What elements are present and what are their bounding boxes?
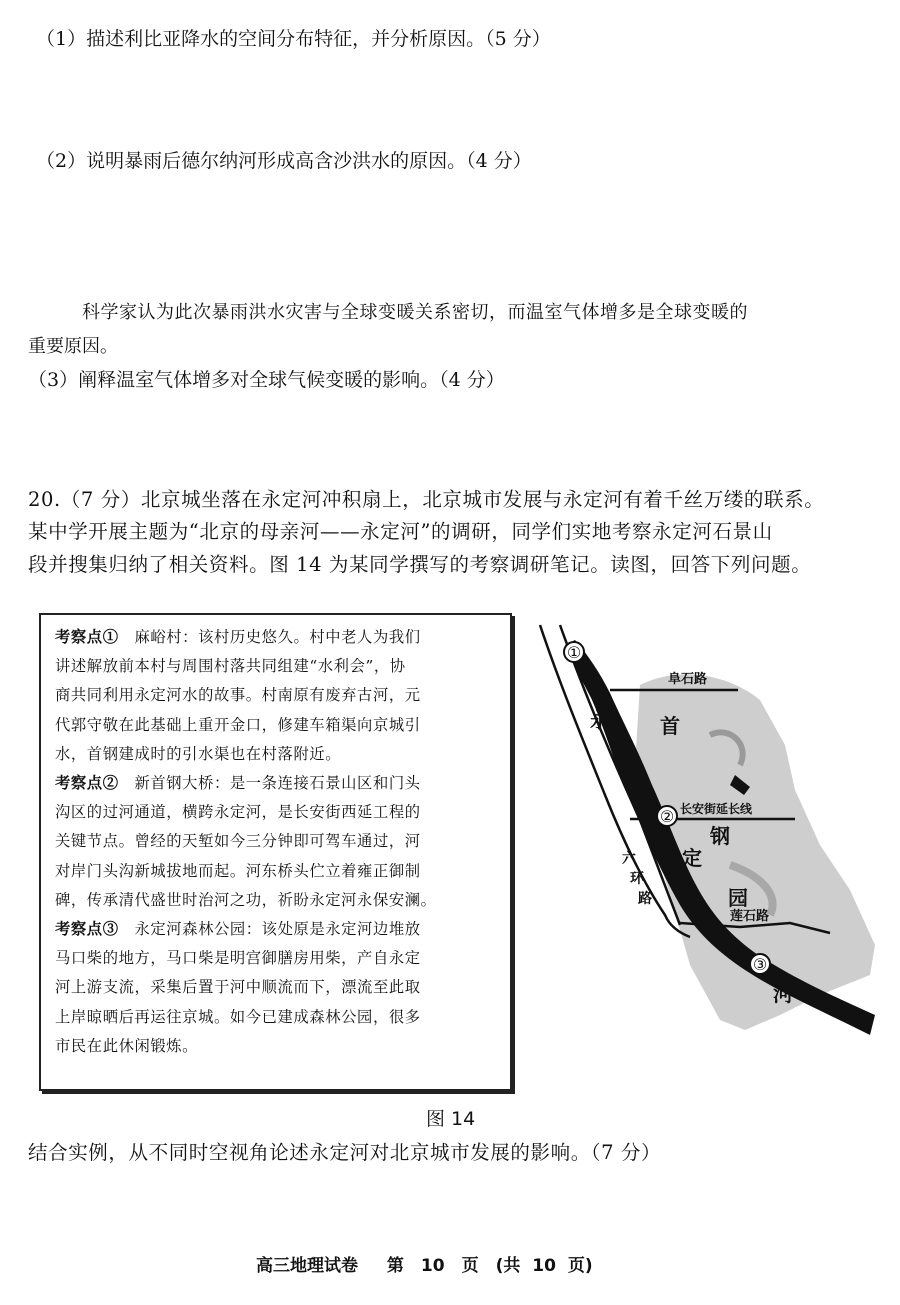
- note-line: 考察点① 麻峪村：该村历史悠久。村中老人为我们: [55, 628, 421, 646]
- area-label: 定: [682, 846, 702, 870]
- survey-point-2-label: ②: [659, 807, 675, 826]
- intro-line-1: 科学家认为此次暴雨洪水灾害与全球变暖关系密切，而温室气体增多是全球变暖的: [82, 302, 748, 323]
- note-line: 水，首钢建成时的引水渠也在村落附近。: [55, 744, 342, 763]
- note-line: 代郭守敬在此基础上重开金口，修建车箱渠向京城引: [55, 715, 421, 734]
- note-label: 考察点①: [55, 628, 119, 646]
- sixth-ring-label: 环: [630, 871, 644, 887]
- note-label: 考察点②: [55, 774, 119, 793]
- note-line: 沟区的过河通道，横跨永定河，是长安街西延工程的: [55, 803, 421, 822]
- note-line: 市民在此休闲锻炼。: [55, 1036, 199, 1055]
- note-line: 商共同利用永定河水的故事。村南原有废弃古河，元: [55, 686, 421, 705]
- field-notes-box: [39, 613, 512, 1091]
- note-line: 碑，传承清代盛世时治河之功，祈盼永定河永保安澜。: [55, 890, 437, 909]
- question-20-line-2: 某中学开展主题为“北京的母亲河——永定河”的调研，同学们实地考察永定河石景山: [28, 520, 773, 543]
- intro-line-2: 重要原因。: [28, 336, 118, 357]
- question-20-line-1: 20.（7 分）北京城坐落在永定河冲积扇上，北京城市发展与永定河有着千丝万缕的联系。: [28, 488, 825, 511]
- question-3: （3）阐释温室气体增多对全球气候变暖的影响。（4 分）: [28, 369, 505, 391]
- note-line: 对岸门头沟新城拔地而起。河东桥头伫立着雍正御制: [55, 861, 421, 880]
- note-label: 考察点③: [55, 920, 119, 939]
- survey-point-1-label: ①: [566, 643, 582, 662]
- fushi-road-label: 阜石路: [668, 672, 708, 687]
- area-label: 园: [728, 886, 748, 910]
- area-label: 首: [660, 714, 680, 738]
- river-label: 永: [590, 708, 610, 732]
- note-line: 河上游支流，采集后置于河中顺流而下，漂流至此取: [55, 978, 421, 997]
- note-line: 讲述解放前本村与周围村落共同组建“水利会”，协: [55, 657, 406, 676]
- question-20-line-3: 段并搜集归纳了相关资料。图 14 为某同学撰写的考察调研笔记。读图，回答下列问题。: [28, 553, 812, 576]
- river-label: 河: [773, 982, 793, 1006]
- note-line: 上岸晾晒后再运往京城。如今已建成森林公园，很多: [55, 1007, 421, 1026]
- note-line: 考察点② 新首钢大桥：是一条连接石景山区和门头: [55, 774, 421, 793]
- sixth-ring-label: 六: [622, 851, 636, 867]
- lianshi-road-label: 莲石路: [730, 909, 770, 924]
- note-line: 考察点③ 永定河森林公园：该处原是永定河边堆放: [55, 920, 421, 939]
- changan-road-label: 长安街延长线: [680, 802, 753, 816]
- question-2: （2）说明暴雨后德尔纳河形成高含沙洪水的原因。（4 分）: [36, 150, 532, 172]
- sixth-ring-label: 路: [638, 891, 652, 907]
- page-footer: 高三地理试卷 第 10 页 (共 10 页): [256, 1256, 593, 1276]
- final-question: 结合实例，从不同时空视角论述永定河对北京城市发展的影响。（7 分）: [28, 1141, 662, 1164]
- yongding-river-map: [530, 615, 890, 1065]
- area-label: 钢: [710, 824, 730, 848]
- figure-caption: 图 14: [426, 1108, 476, 1130]
- note-line: 马口柴的地方，马口柴是明宫御膳房用柴，产自永定: [55, 949, 421, 968]
- question-1: （1）描述利比亚降水的空间分布特征，并分析原因。（5 分）: [36, 28, 551, 50]
- survey-point-3-label: ③: [752, 955, 768, 974]
- note-line: 关键节点。曾经的天堑如今三分钟即可驾车通过，河: [55, 832, 421, 851]
